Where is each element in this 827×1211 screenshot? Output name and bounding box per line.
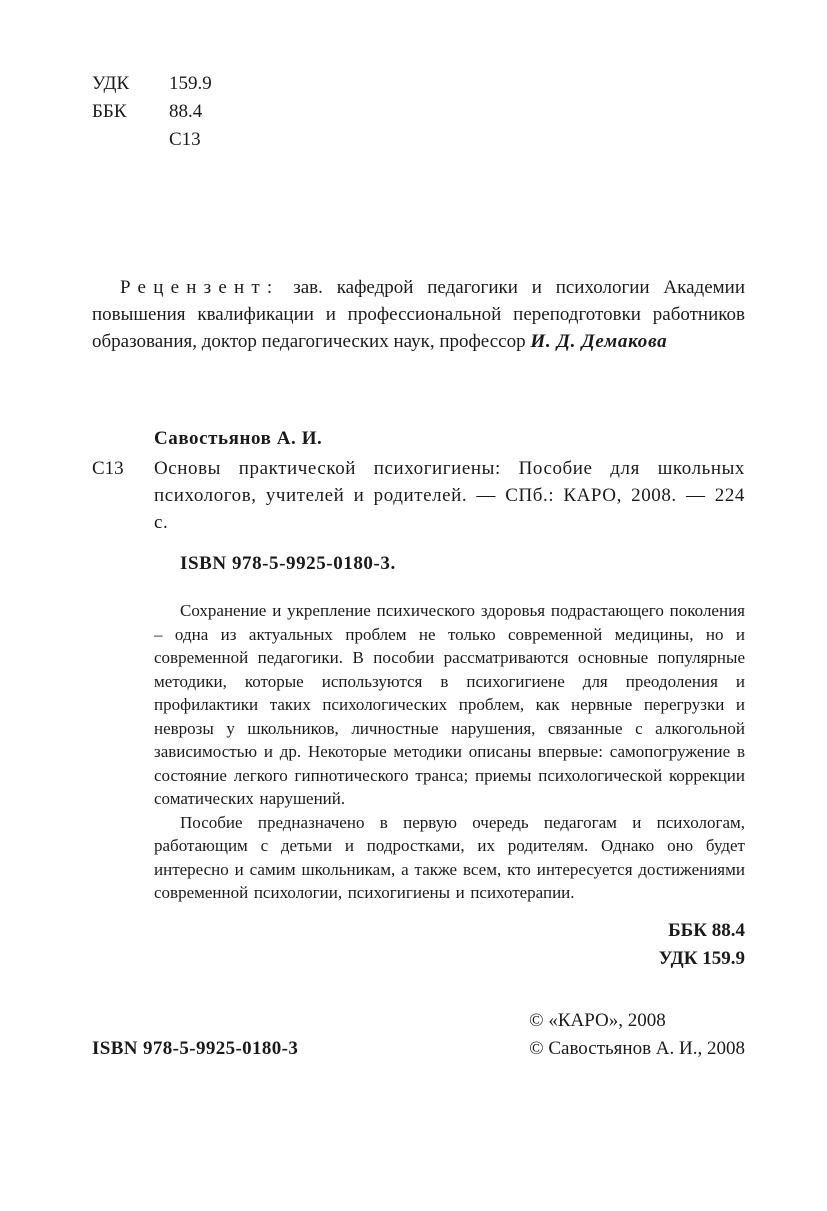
bbk-value: 88.4 bbox=[169, 101, 203, 122]
footer bbox=[92, 1007, 745, 1063]
annotation-paragraph-2: Пособие предназначено в первую очередь педагогам и психологам, работающим с детьми и подростками, их родителям. Однако оно будет интересно и самим школьникам, а также всем, кто интересуется достижениями современной психологии, психогигиены и психотерапии. bbox=[154, 812, 745, 902]
bbk-row bbox=[92, 98, 745, 126]
record-code: С13 bbox=[92, 458, 124, 479]
udk-value: 159.9 bbox=[169, 73, 212, 94]
bibliographic-record bbox=[92, 425, 745, 577]
udk-bottom: УДК 159.9 bbox=[658, 947, 745, 969]
record-author: Савостьянов А. И. bbox=[154, 428, 323, 449]
footer-isbn: ISBN 978-5-9925-0180-3 bbox=[92, 1037, 299, 1059]
bbk-label: ББК bbox=[92, 101, 127, 122]
record-isbn: ISBN 978-5-9925-0180-3. bbox=[180, 553, 396, 574]
reviewer-paragraph bbox=[92, 274, 745, 355]
catalog-codes bbox=[92, 70, 745, 154]
copyright-block bbox=[529, 1007, 745, 1063]
record-text: Основы практической психогигиены: Пособие для школьных психологов, учителей и родителей. — СПб.: КАРО, 2008. — 224 с. bbox=[154, 458, 745, 533]
reviewer-name: И. Д. Демакова bbox=[530, 331, 668, 352]
reviewer-label: Рецензент: bbox=[120, 277, 280, 298]
udk-label: УДК bbox=[92, 73, 130, 94]
record-body bbox=[92, 455, 745, 536]
annotation-paragraph-1: Сохранение и укрепление психического здоровья подрастающего поколения – одна из актуальных проблем не только современной медицины, но и современной педагогики. В пособии рассматриваются основные популярные методики, которые используются в психогигиене для преодоления и профилактики таких психологических проблем, как нервные перегрузки и неврозы у школьников, личностные нарушения, связанные с алкогольной зависимостью и др. Некоторые методики описаны впервые: самопогружение в состояние легкого гипнотического транса; приемы психологической коррекции соматических нарушений. bbox=[154, 601, 745, 808]
catalog-code: С13 bbox=[169, 129, 201, 150]
codes-bottom bbox=[92, 917, 745, 973]
udk-row bbox=[92, 70, 745, 98]
annotation bbox=[154, 599, 745, 905]
copyright-publisher: © «КАРО», 2008 bbox=[529, 1009, 666, 1031]
copyright-author: © Савостьянов А. И., 2008 bbox=[529, 1037, 745, 1059]
bbk-bottom: ББК 88.4 bbox=[668, 919, 745, 941]
reviewer-body: зав. кафедрой педагогики и психологии Академии повышения квалификации и профессиональной переподготовки работников образования, доктор педагогических наук, профессор bbox=[92, 277, 745, 352]
